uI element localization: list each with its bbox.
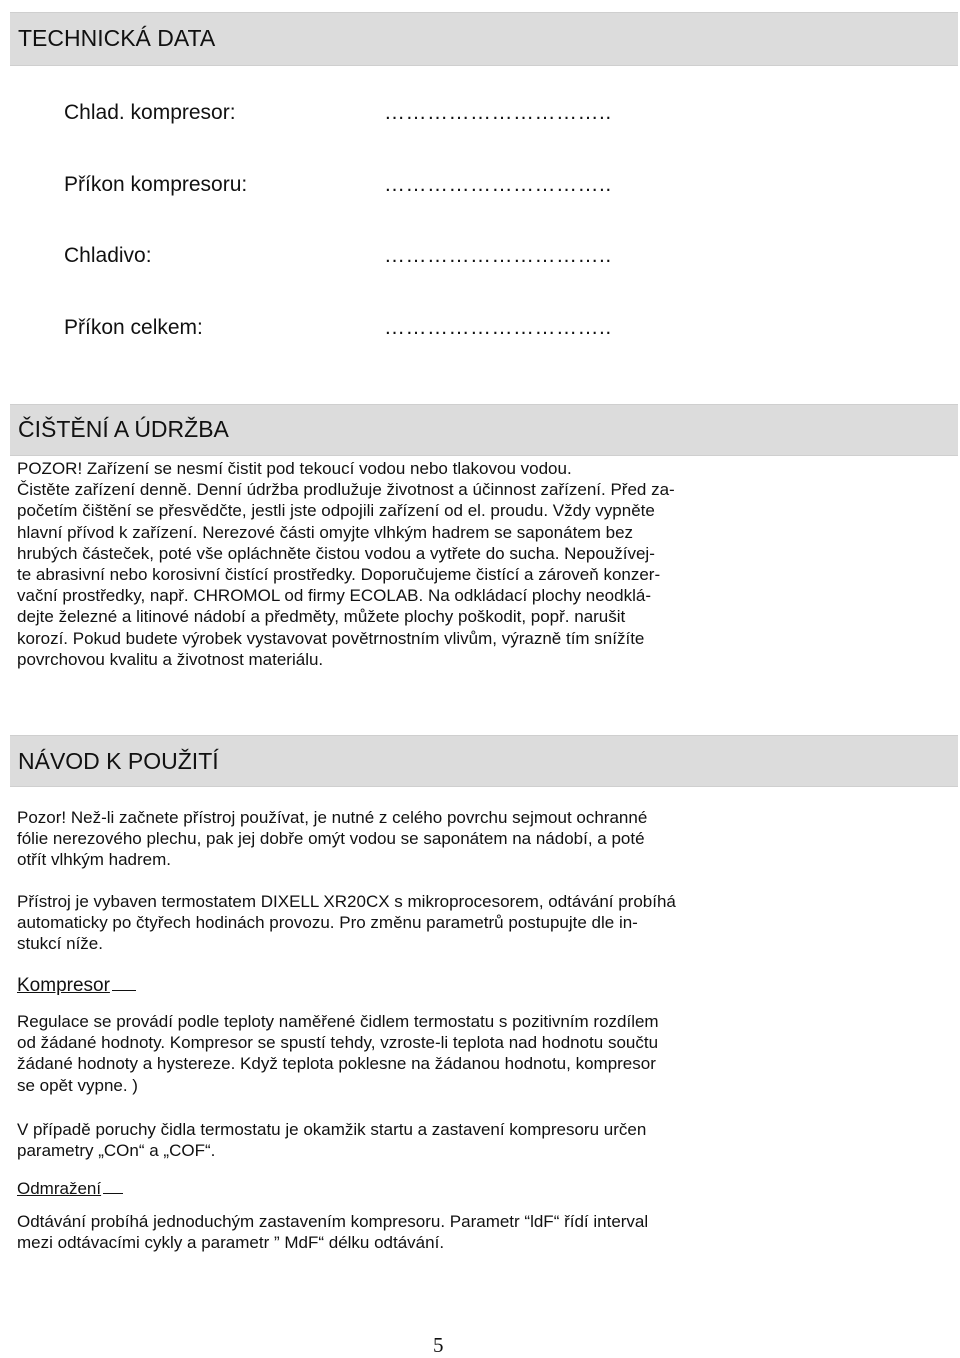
spec-label: Chlad. kompresor: [64,101,236,124]
underline-extension [103,1191,123,1194]
text-line: otřít vlhkým hadrem. [17,850,171,870]
text-line: POZOR! Zařízení se nesmí čistit pod tekoucí vodou nebo tlakovou vodou. [17,459,572,478]
spec-label: Příkon celkem: [64,316,203,339]
text-line: Odtávání probíhá jednoduchým zastavením kompresoru. Parametr “ldF“ řídí interval [17,1212,649,1231]
text-line: hrubých částeček, poté vše opláchněte čistou vodou a vytřete do sucha. Nepoužívej- [17,543,655,563]
text-line: automaticky po čtyřech hodinách provozu. Pro změnu parametrů postupujte dle in- [17,913,638,933]
text-line: Čistěte zařízení denně. Denní údržba prodlužuje životnost a účinnost zařízení. Před za- [17,480,675,500]
text-line: početím čištění se přesvědčte, jestli jste odpojili zařízení od el. proudu. Vždy vypněte [17,501,655,521]
compressor-fault-text [17,1119,757,1161]
text-line: te abrasivní nebo korosivní čistící prostředky. Doporučujeme čistící a zároveň konzer- [17,565,661,585]
text-line: stukcí níže. [17,934,103,954]
cleaning-text [17,458,737,670]
text-line: vační prostředky, např. CHROMOL od firmy ECOLAB. Na odkládací plochy neodklá- [17,586,651,606]
text-line: Přístroj je vybaven termostatem DIXELL XR20CX s mikroprocesorem, odtávání probíhá [17,892,676,911]
text-line: parametry „COn“ a „COF“. [17,1141,216,1161]
text-line: od žádané hodnoty. Kompresor se spustí tehdy, vzroste-li teplota nad hodnotu součtu [17,1033,659,1053]
subheading-compressor [17,975,136,997]
text-line: Pozor! Než-li začnete přístroj používat, je nutné z celého povrchu sejmout ochranné [17,808,648,827]
page-number: 5 [433,1333,444,1357]
text-line: korozí. Pokud budete výrobek vystavovat povětrnostním vlivům, výrazně tím snížíte [17,628,645,648]
text-line: dejte železné a litinové nádobí a předměty, můžete plochy poškodit, popř. narušit [17,607,626,627]
text-line: žádané hodnoty a hystereze. Když teplota poklesne na žádanou hodnotu, kompresor [17,1054,656,1074]
usage-warning [17,807,757,871]
section-title: NÁVOD K POUŽITÍ [18,748,219,774]
spec-label: Příkon kompresoru: [64,173,248,196]
text-line: se opět vypne. ) [17,1075,138,1095]
subheading-text: Kompresor [17,975,110,996]
text-line: V případě poruchy čidla termostatu je okamžik startu a zastavení kompresoru určen [17,1120,647,1139]
text-line: povrchovou kvalitu a životnost materiálu. [17,649,324,669]
underline-extension [112,988,136,991]
spec-value: ………………………….. [384,316,612,339]
defrost-text [17,1211,757,1253]
text-line: Regulace se provádí podle teploty naměřené čidlem termostatu s pozitivním rozdílem [17,1012,659,1031]
section-header-cleaning [10,404,958,456]
subheading-defrost [17,1179,123,1199]
compressor-text [17,1011,757,1096]
section-title: TECHNICKÁ DATA [18,25,216,51]
text-line: hlavní přívod k zařízení. Nerezové části omyjte vlhkým hadrem se saponátem bez [17,522,634,542]
section-header-technical [10,12,958,66]
usage-thermostat [17,891,757,955]
spec-label: Chladivo: [64,244,152,267]
text-line: fólie nerezového plechu, pak jej dobře omýt vodou se saponátem na nádobí, a poté [17,829,645,849]
section-title: ČIŠTĚNÍ A ÚDRŽBA [18,416,229,442]
spec-value: ………………………….. [384,101,612,124]
spec-value: ………………………….. [384,244,612,267]
section-header-usage [10,735,958,787]
spec-value: ………………………….. [384,173,612,196]
text-line: mezi odtávacími cykly a parametr ” MdF“ délku odtávání. [17,1233,445,1253]
subheading-text: Odmražení [17,1179,102,1198]
